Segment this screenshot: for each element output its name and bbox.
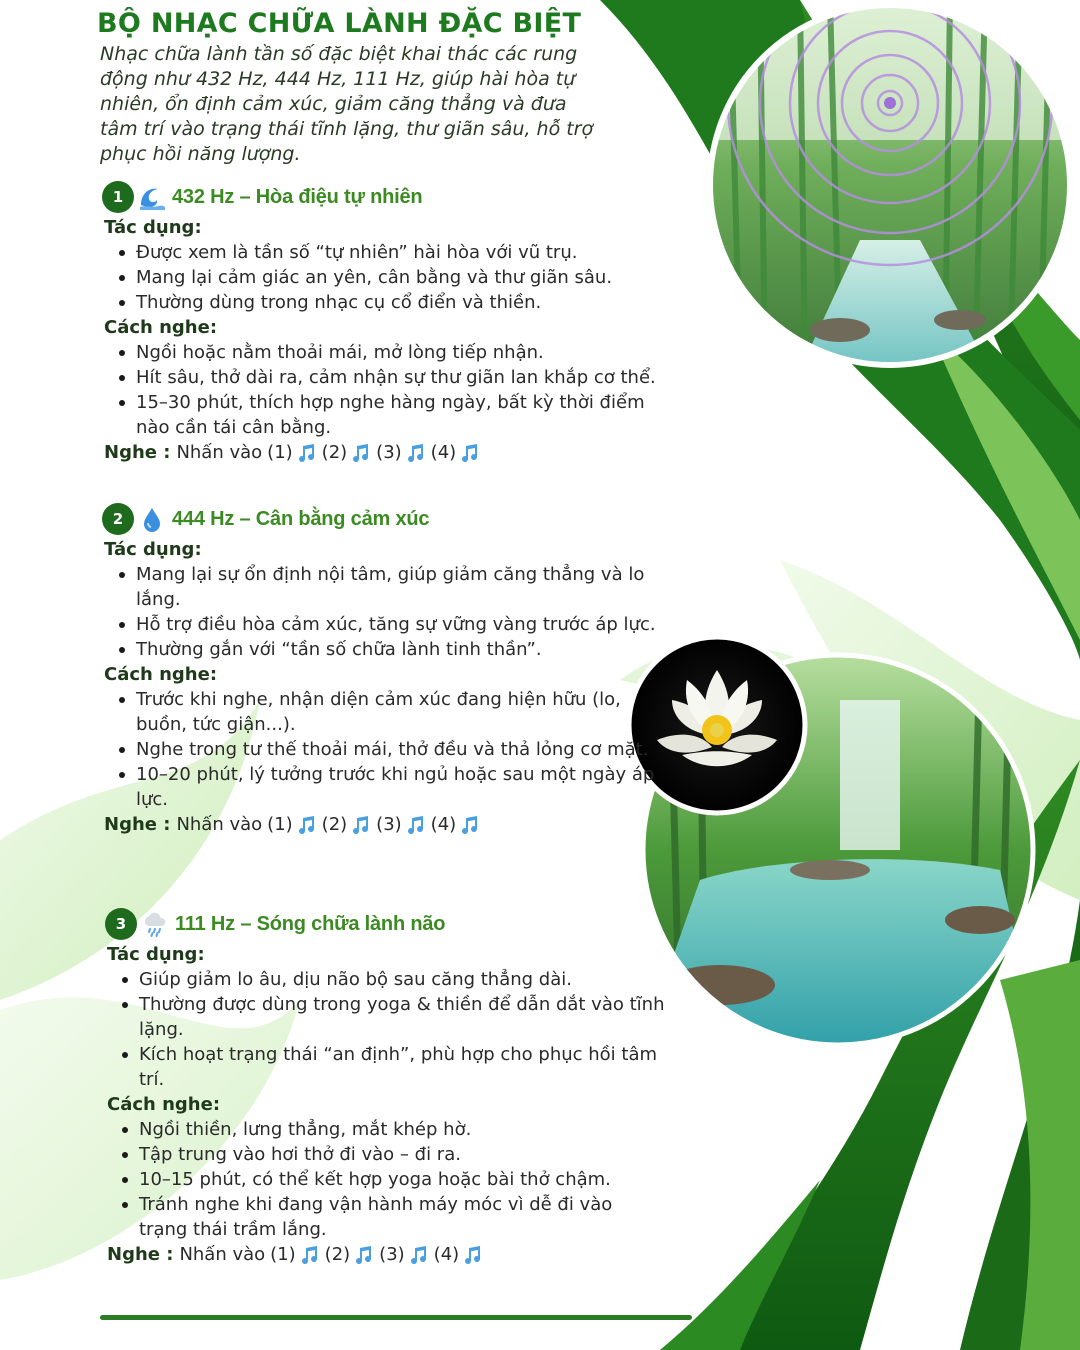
listen-label: Nghe : [104, 442, 171, 463]
effects-label: Tác dụng: [104, 217, 202, 238]
section-111hz [105, 906, 665, 1267]
listen-link-2[interactable]: (2) [324, 1244, 351, 1265]
music-note-icon[interactable] [351, 815, 371, 835]
list-item: Mang lại sự ổn định nội tâm, giúp giảm căng thẳng và lo lắng. [116, 562, 662, 612]
listen-link-3[interactable]: (3) [376, 814, 402, 835]
listen-link-2[interactable]: (2) [321, 442, 348, 463]
listen-instruction: Nhấn vào [179, 1244, 266, 1265]
listen-label: Nghe : [104, 814, 171, 835]
section-heading: 432 Hz – Hòa điệu tự nhiên [172, 185, 423, 208]
howto-list [102, 687, 662, 812]
section-number-badge: 2 [102, 503, 134, 535]
listen-link-1[interactable]: (1) [270, 1244, 296, 1265]
list-item: Hỗ trợ điều hòa cảm xúc, tăng sự vững vàng trước áp lực. [116, 612, 662, 637]
effects-label: Tác dụng: [107, 944, 205, 965]
list-item: Ngồi thiền, lưng thẳng, mắt khép hờ. [119, 1117, 665, 1142]
list-item: Ngồi hoặc nằm thoải mái, mở lòng tiếp nhận. [116, 340, 662, 365]
list-item: Kích hoạt trạng thái “an định”, phù hợp cho phục hồi tâm trí. [119, 1042, 665, 1092]
list-item: Mang lại cảm giác an yên, cân bằng và thư giãn sâu. [116, 265, 662, 290]
howto-label: Cách nghe: [107, 1094, 221, 1115]
music-note-icon[interactable] [297, 815, 317, 835]
listen-label: Nghe : [107, 1244, 174, 1265]
listen-instruction: Nhấn vào [176, 442, 263, 463]
listen-link-2[interactable]: (2) [321, 814, 348, 835]
list-item: 10–15 phút, có thể kết hợp yoga hoặc bài thở chậm. [119, 1167, 665, 1192]
music-note-icon[interactable] [297, 443, 317, 463]
howto-label: Cách nghe: [104, 664, 218, 685]
music-note-icon[interactable] [460, 815, 480, 835]
list-item: Trước khi nghe, nhận diện cảm xúc đang hiện hữu (lo, buồn, tức giận...). [116, 687, 662, 737]
footer-divider [100, 1315, 692, 1320]
list-item: Được xem là tần số “tự nhiên” hài hòa với vũ trụ. [116, 240, 662, 265]
music-note-icon[interactable] [300, 1245, 320, 1265]
listen-link-3[interactable]: (3) [376, 442, 402, 463]
droplet-icon [138, 505, 166, 533]
list-item: 15–30 phút, thích hợp nghe hàng ngày, bất kỳ thời điểm nào cần tái cân bằng. [116, 390, 662, 440]
listen-link-3[interactable]: (3) [379, 1244, 405, 1265]
list-item: Nghe trong tư thế thoải mái, thở đều và thả lỏng cơ mặt. [116, 737, 662, 762]
listen-row [102, 440, 662, 465]
section-header [105, 906, 665, 942]
listen-link-1[interactable]: (1) [267, 442, 293, 463]
effects-list [102, 562, 662, 662]
effects-list [102, 240, 662, 315]
list-item: 10–20 phút, lý tưởng trước khi ngủ hoặc sau một ngày áp lực. [116, 762, 662, 812]
music-note-icon[interactable] [351, 443, 371, 463]
list-item: Tránh nghe khi đang vận hành máy móc vì dễ đi vào trạng thái trầm lắng. [119, 1192, 665, 1242]
howto-label: Cách nghe: [104, 317, 218, 338]
rain-cloud-icon [141, 910, 169, 938]
listen-instruction: Nhấn vào [176, 814, 263, 835]
howto-list [105, 1117, 665, 1242]
section-number-badge: 3 [105, 908, 137, 940]
effects-list [105, 967, 665, 1092]
music-note-icon[interactable] [460, 443, 480, 463]
list-item: Tập trung vào hơi thở đi vào – đi ra. [119, 1142, 665, 1167]
howto-list [102, 340, 662, 440]
list-item: Thường gắn với “tần số chữa lành tinh thần”. [116, 637, 662, 662]
section-heading: 111 Hz – Sóng chữa lành não [175, 912, 446, 935]
section-heading: 444 Hz – Cân bằng cảm xúc [172, 507, 430, 530]
section-number-badge: 1 [102, 181, 134, 213]
music-note-icon[interactable] [409, 1245, 429, 1265]
list-item: Thường dùng trong nhạc cụ cổ điển và thiền. [116, 290, 662, 315]
listen-row [102, 812, 662, 837]
listen-row [105, 1242, 665, 1267]
music-note-icon[interactable] [406, 443, 426, 463]
list-item: Hít sâu, thở dài ra, cảm nhận sự thư giãn lan khắp cơ thể. [116, 365, 662, 390]
wave-icon [138, 183, 166, 211]
intro-paragraph: Nhạc chữa lành tần số đặc biệt khai thác các rung động như 432 Hz, 444 Hz, 111 Hz, giúp hài hòa tự nhiên, ổn định cảm xúc, giảm căng thẳng và đưa tâm trí vào trạng thái tĩnh lặng, thư giãn sâu, hỗ trợ phục hồi năng lượng. [100, 43, 594, 165]
section-header [102, 501, 662, 537]
music-note-icon[interactable] [406, 815, 426, 835]
music-note-icon[interactable] [463, 1245, 483, 1265]
listen-link-4[interactable]: (4) [430, 814, 457, 835]
section-432hz [102, 179, 662, 465]
page-title: BỘ NHẠC CHỮA LÀNH ĐẶC BIỆT [97, 8, 582, 39]
music-note-icon[interactable] [354, 1245, 374, 1265]
section-header [102, 179, 662, 215]
listen-link-4[interactable]: (4) [433, 1244, 460, 1265]
listen-link-4[interactable]: (4) [430, 442, 457, 463]
effects-label: Tác dụng: [104, 539, 202, 560]
section-444hz [102, 501, 662, 837]
list-item: Giúp giảm lo âu, dịu não bộ sau căng thẳng dài. [119, 967, 665, 992]
listen-link-1[interactable]: (1) [267, 814, 293, 835]
list-item: Thường được dùng trong yoga & thiền để dẫn dắt vào tĩnh lặng. [119, 992, 665, 1042]
